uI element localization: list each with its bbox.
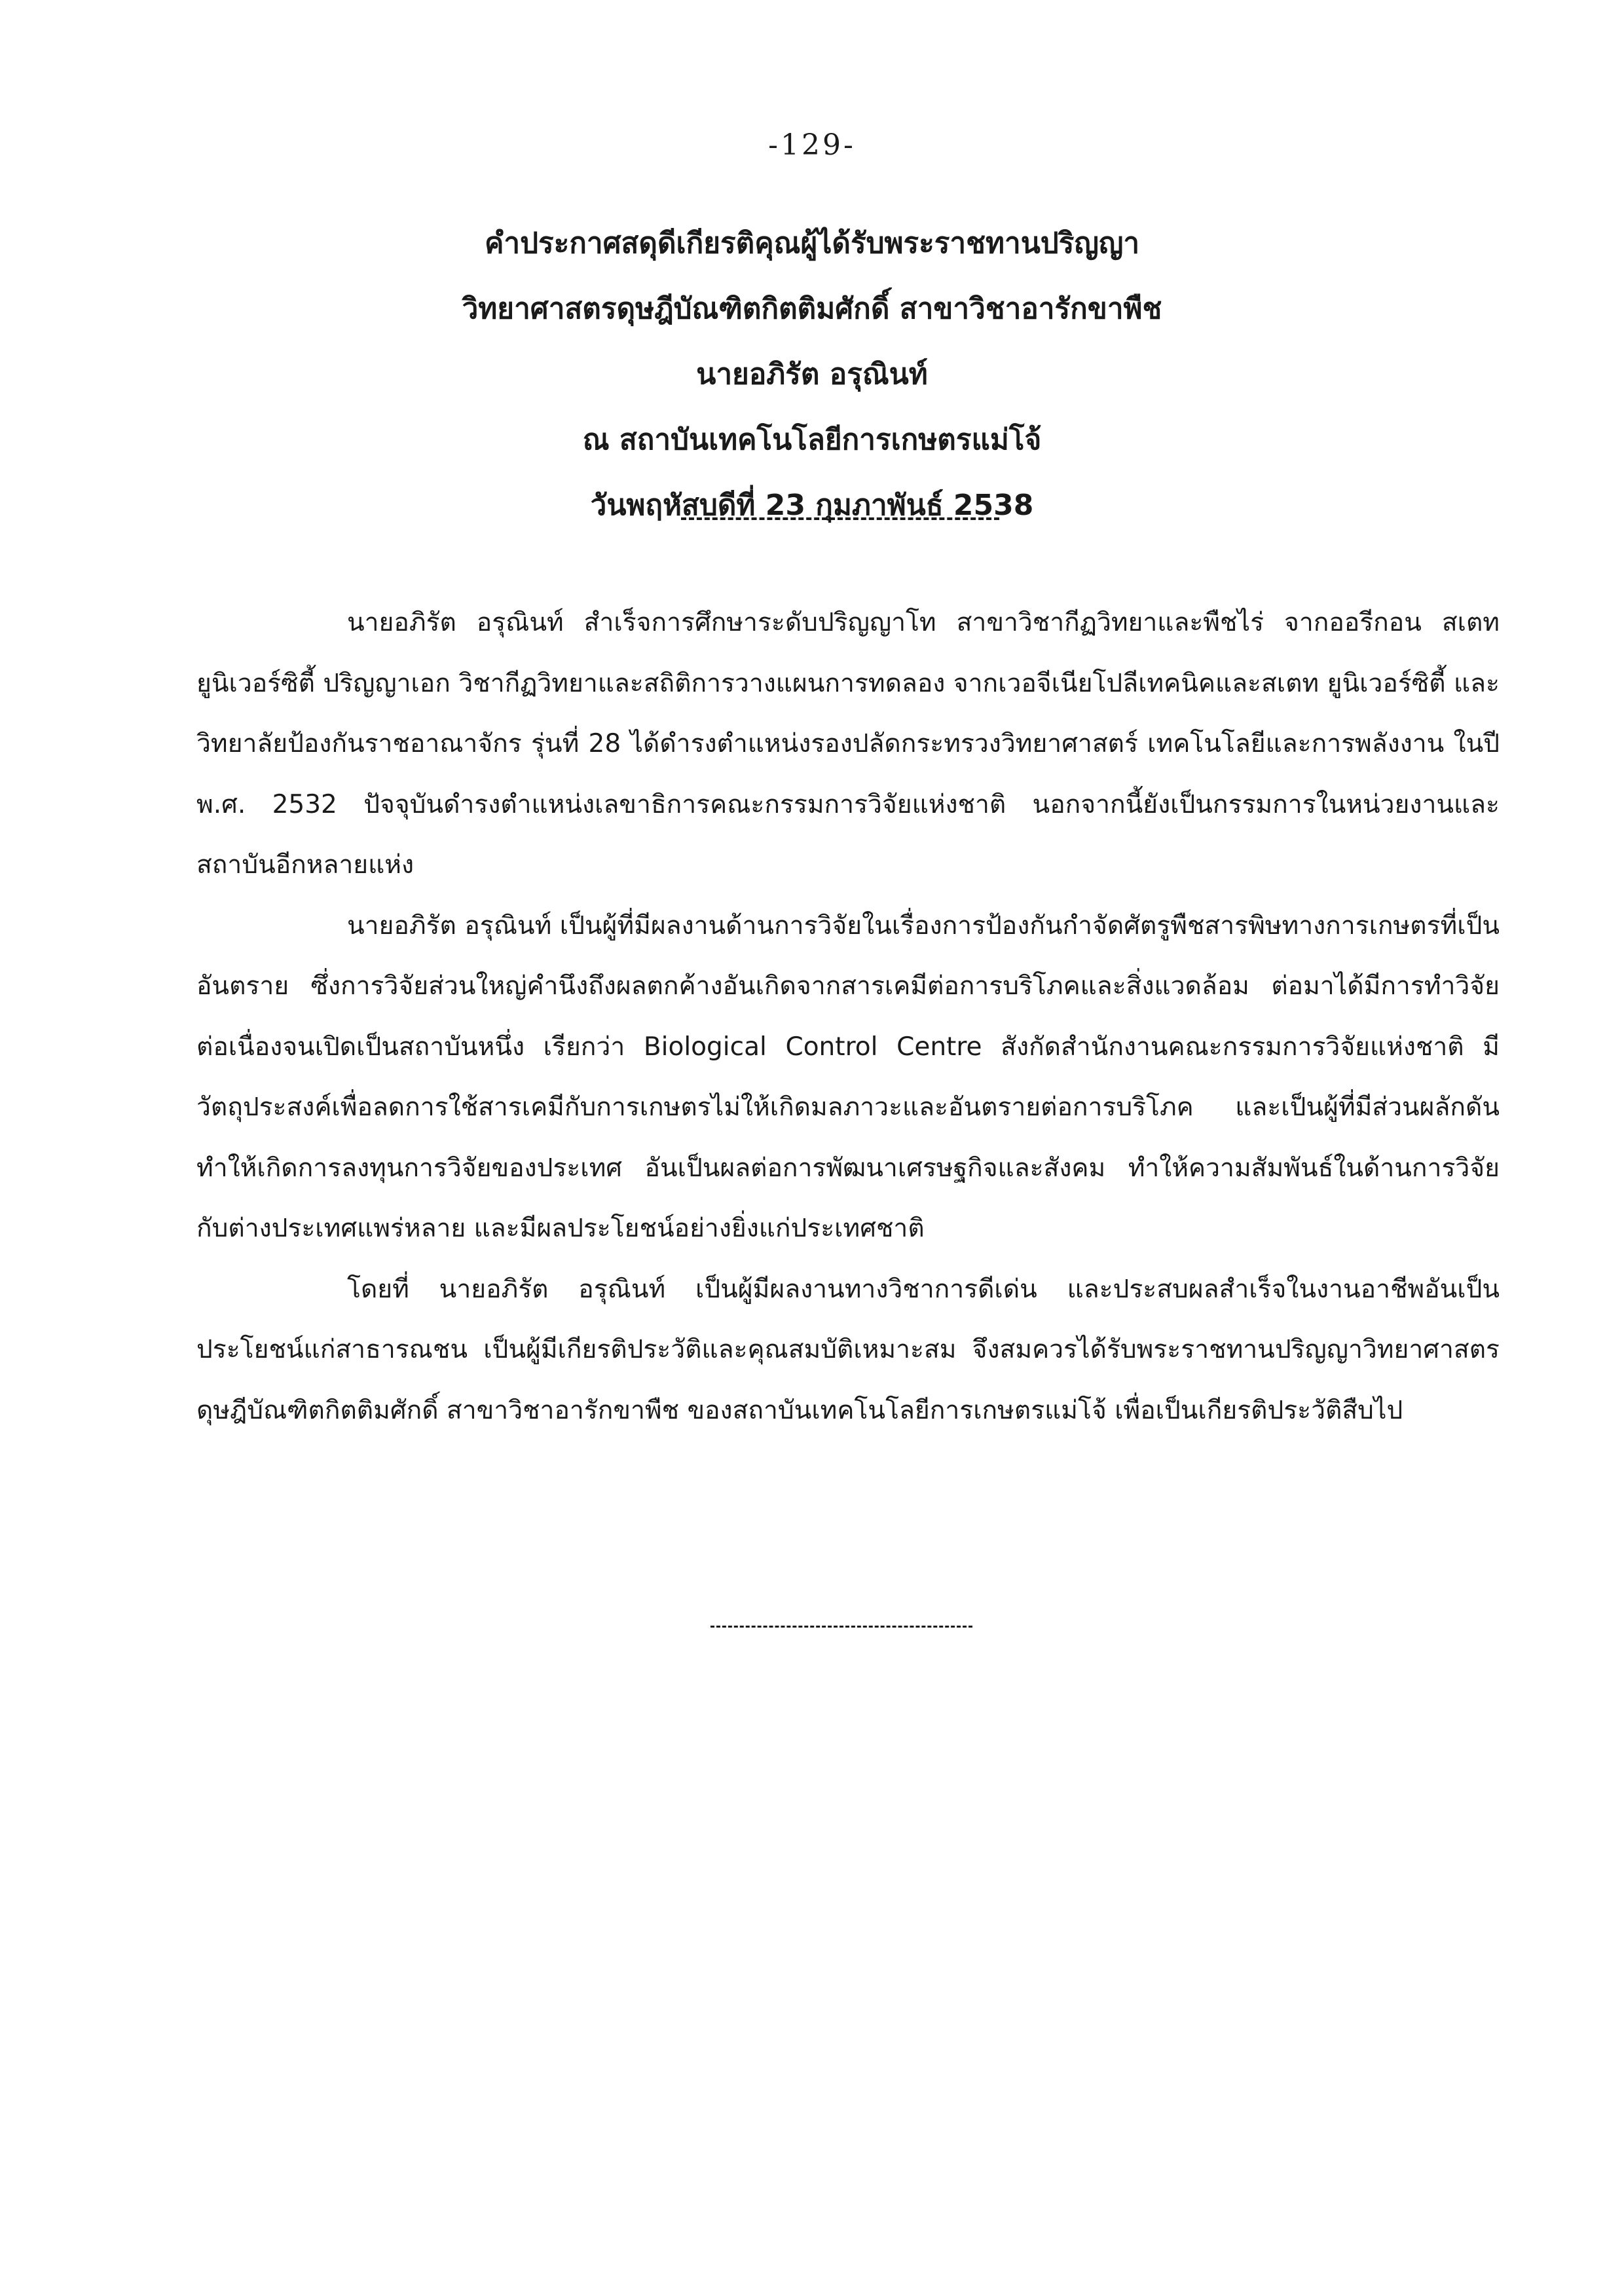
- title-line-heading: คำประกาศสดุดีเกียรติคุณผู้ได้รับพระราชทานปริญญา: [484, 227, 1140, 260]
- page-number: -129-: [768, 128, 856, 162]
- paragraph-research: นายอภิรัต อรุณินท์ เป็นผู้ที่มีผลงานด้านการวิจัยในเรื่องการป้องกันกำจัดศัตรูพืชสารพิษทางการเกษตรที่เป็นอันตราย ซึ่งการวิจัยส่วนใหญ่คำนึงถึงผลตกค้างอันเกิดจากสารเคมีต่อการบริโภคและสิ่งแวดล้อม ต่อมาได้มีการทำวิจัยต่อเนื่องจนเปิดเป็นสถาบันหนึ่ง เรียกว่า Biological Control Centre สังกัดสำนักงานคณะกรรมการวิจัยแห่งชาติ มีวัตถุประสงค์เพื่อลดการใช้สารเคมีกับการเกษตรไม่ให้เกิดมลภาวะและอันตรายต่อการบริโภค และเป็นผู้ที่มีส่วนผลักดันทำให้เกิดการลงทุนการวิจัยของประเทศ อันเป็นผลต่อการพัฒนาเศรษฐกิจและสังคม ทำให้ความสัมพันธ์ในด้านการวิจัยกับต่างประเทศแพร่หลาย และมีผลประโยชน์อย่างยิ่งแก่ประเทศชาติ: [196, 910, 1500, 1243]
- title-line-institution: ณ สถาบันเทคโนโลยีการเกษตรแม่โจ้: [582, 423, 1042, 457]
- paragraph-conclusion: โดยที่ นายอภิรัต อรุณินท์ เป็นผู้มีผลงานทางวิชาการดีเด่น และประสบผลสำเร็จในงานอาชีพอันเป็นประโยชน์แก่สาธารณชน เป็นผู้มีเกียรติประวัติและคุณสมบัติเหมาะสม จึงสมควรได้รับพระราชทานปริญญาวิทยาศาสตรดุษฎีบัณฑิตกิตติมศักดิ์ สาขาวิชาอารักขาพืช ของสถาบันเทคโนโลยีการเกษตรแม่โจ้ เพื่อเป็นเกียรติประวัติสืบไป: [196, 1274, 1500, 1425]
- title-block: [0, 211, 1624, 538]
- title-line-name: นายอภิรัต อรุณินท์: [696, 358, 928, 391]
- end-divider: [710, 1626, 972, 1628]
- title-line-degree: วิทยาศาสตรดุษฎีบัณฑิตกิตติมศักดิ์ สาขาวิชาอารักขาพืช: [462, 292, 1162, 326]
- title-divider: [681, 517, 999, 520]
- paragraph-education: นายอภิรัต อรุณินท์ สำเร็จการศึกษาระดับปริญญาโท สาขาวิชากีฏวิทยาและพืชไร่ จากออรีกอน สเตท ยูนิเวอร์ซิตี้ ปริญญาเอก วิชากีฏวิทยาและสถิติการวางแผนการทดลอง จากเวอจีเนียโปลีเทคนิคและสเตท ยูนิเวอร์ซิตี้ และวิทยาลัยป้องกันราชอาณาจักร รุ่นที่ 28 ได้ดำรงตำแหน่งรองปลัดกระทรวงวิทยาศาสตร์ เทคโนโลยีและการพลังงาน ในปี พ.ศ. 2532 ปัจจุบันดำรงตำแหน่งเลขาธิการคณะกรรมการวิจัยแห่งชาติ นอกจากนี้ยังเป็นกรรมการในหน่วยงานและสถาบันอีกหลายแห่ง: [196, 608, 1500, 880]
- title-line-date: วันพฤหัสบดีที่ 23 กุมภาพันธ์ 2538: [590, 489, 1034, 522]
- body-text: [196, 593, 1500, 1441]
